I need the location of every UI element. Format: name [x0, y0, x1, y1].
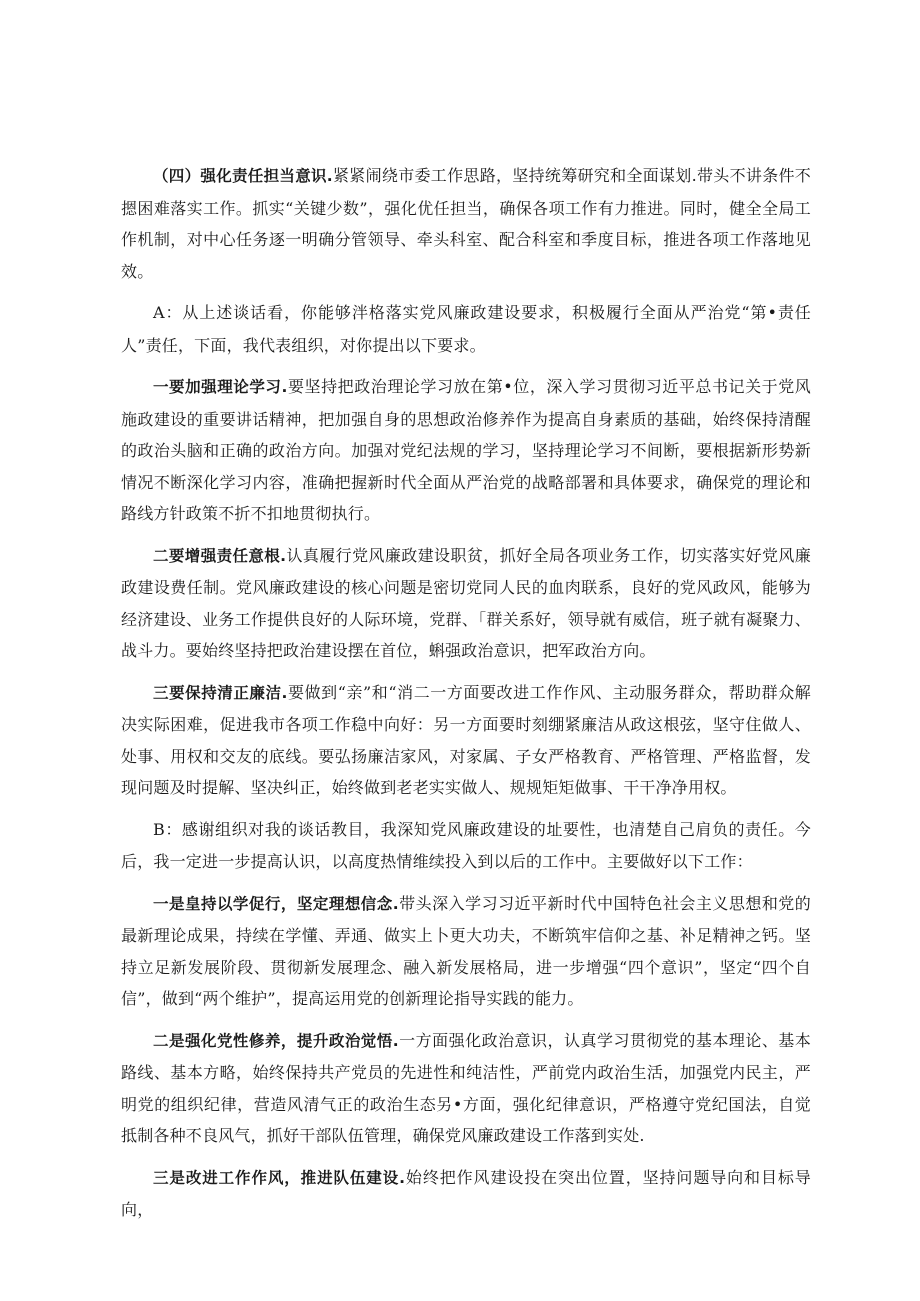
paragraph-1 [121, 160, 811, 287]
paragraph-4 [121, 540, 811, 667]
paragraph-5-heading: 三要保持清正廉洁. [153, 683, 288, 702]
paragraph-3 [121, 371, 811, 530]
paragraph-1-heading: （四）强化责任担当意识. [153, 167, 333, 185]
paragraph-5-text: 要做到“亲”和“消二一方面要改进工作作风、主动服务群众，帮助群众解决实际困难，促进我市各项工作稳中向好：另一方面要时刻绷紧廉洁从政这根弦，坚守住做人、处事、用权和交友的底线。要弘扬廉洁家风，对家属、子女严格教育、严格管理、严格监督，发现问题及时提解、坚决纠正，始终做到老老实实做人、规规矩矩做事、干干净净用权。 [121, 682, 811, 797]
paragraph-6 [121, 814, 811, 878]
paragraph-2-text: A：从上述谈话看，你能够泮格落实党风廉政建设要求，积极履行全面从严治党“第•责任人”责任，下面，我代表组织，对你提出以下要求。 [121, 303, 811, 355]
document-body [121, 160, 811, 1236]
paragraph-7 [121, 888, 811, 1015]
paragraph-8-heading: 二是强化党性修养，提升政治觉悟. [153, 1031, 399, 1050]
paragraph-9-text: 始终把作风建设投在突出位置，坚持问题导向和目标导向， [121, 1167, 811, 1219]
paragraph-6-text: B：感谢组织对我的谈话教目，我深知党风廉政建设的址要性，也清楚自己肩负的责任。今后，我一定进一步提高认识，以高度热情维续投入到以后的工作中。主要做好以下工作： [121, 819, 811, 871]
paragraph-8 [121, 1025, 811, 1152]
paragraph-9 [121, 1162, 811, 1226]
paragraph-4-text: 认真履行党风廉政建设职贫，抓好全局各项业务工作，切实落实好党风廉政建设费任制。党风廉政建设的核心问题是密切党同人民的血肉联系，良好的党风政风，能够为经济建设、业务工作提供良好的人际环境，党群、「群关系好，领导就有威信，班子就有凝聚力、战斗力。要始终坚持把政治建设摆在首位，蝌强政治意识，把军政治方向。 [121, 545, 811, 660]
paragraph-9-heading: 三是改进工作作风，推进队伍建设. [153, 1168, 406, 1187]
paragraph-2 [121, 297, 811, 361]
paragraph-8-text: 一方面强化政治意识，认真学习贯彻党的基本理论、基本路线、基本方略，始终保持共产党员的先进性和纯洁性，严前党内政治生活，加强党内民主，严明党的组织纪律，营造风清气正的政治生态另•方面，强化纪律意识，严格遵守党纪国法，自觉抵制各种不良风气，抓好干部队伍管理，确保党风廉政建设工作落到实处. [121, 1030, 811, 1145]
paragraph-4-heading: 二要增强责任意根. [153, 546, 287, 565]
paragraph-5 [121, 677, 811, 804]
paragraph-1-text: 紧紧闹绕市委工作思路，坚持统筹研究和全面谋划.带头不讲条件不摁困难落实工作。抓实“关键少数”，强化优任担当，确保各项工作有力推进。同时，健全全局工作机制，对中心任务逐一明确分管领导、牵头科室、配合科室和季度目标，推进各项工作落地见效。 [121, 166, 811, 281]
paragraph-3-heading: 一要加强理论学习. [153, 378, 288, 396]
paragraph-7-heading: 一是皇持以学促行，坚定理想信念. [153, 894, 399, 913]
paragraph-7-text: 带头深入学习习近平新时代中国特色社会主义思想和党的最新理论成果，持续在学懂、弄通、做实上卜更大功夫，不断筑牢信仰之基、补足精神之钙。坚持立足新发展阶段、贯彻新发展理念、融入新发展格局，进一步增强“四个意识”，坚定“四个自信”，做到“两个维护”，提高运用党的创新理论指导实践的能力。 [121, 893, 811, 1008]
paragraph-3-text: 要坚持把政治理论学习放在第•位，深入学习贯彻习近平总书记关于党风施政建设的重要讲话精神，把加强自身的思想政治修养作为提高自身素质的基础，始终保持清醒的政治头脑和正确的政治方向。加强对党纪法规的学习，坚持理论学习不间断，要根据新形势新情况不断深化学习内容，准确把握新时代全面从严治党的战略部署和具体要求，确保党的理论和路线方针政策不折不扣地贯彻执行。 [121, 377, 811, 523]
